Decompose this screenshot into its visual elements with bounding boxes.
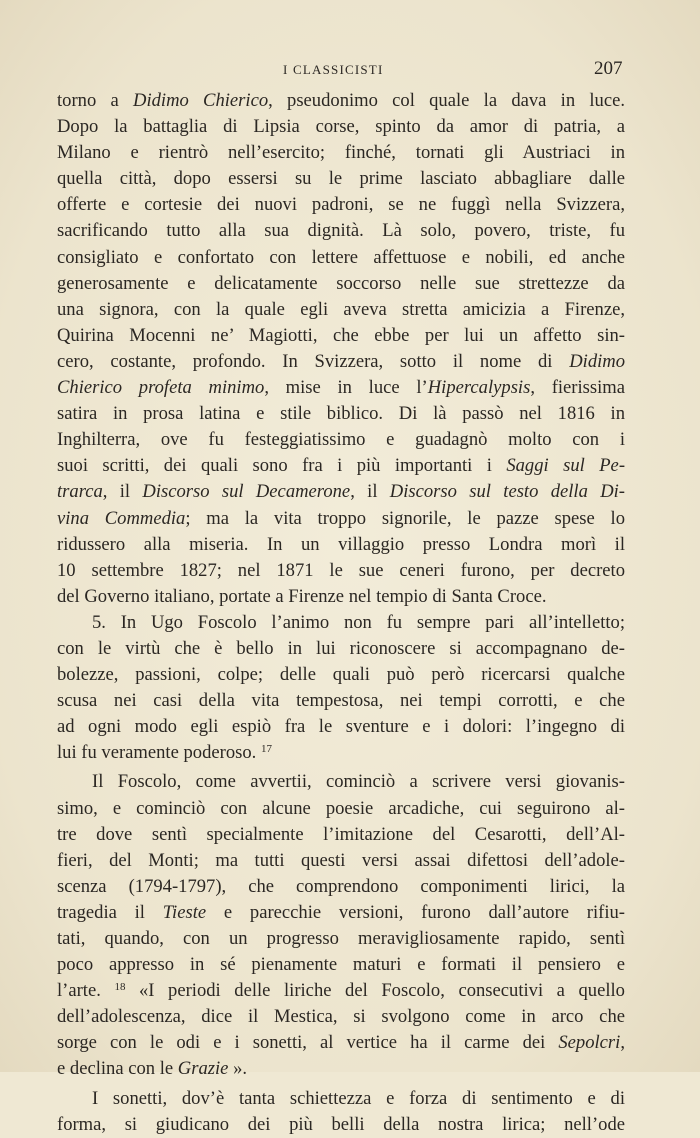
- text-run: dell’adolescenza, dice il Mestica, si svolgono come in arco che: [57, 1006, 625, 1028]
- italic-title: Discorso sul testo della Di-: [389, 481, 625, 503]
- text-run: tre dove sentì specialmente l’imitazione del Cesarotti, dell’Al-: [57, 823, 625, 845]
- italic-title: Tieste: [162, 901, 207, 923]
- text-line: [57, 1112, 625, 1138]
- text-line: [57, 952, 625, 978]
- text-run: sacrificando tutto alla sua dignità. Là solo, povero, triste, fu: [57, 220, 625, 242]
- text-run: Dopo la battaglia di Lipsia corse, spinto da amor di patria, a: [57, 116, 625, 138]
- text-run: forma, si giudicano dei più belli della nostra lirica; nell’ode: [57, 1113, 625, 1135]
- text-run: , il: [350, 481, 390, 503]
- text-run: ridussero alla miseria. In un villaggio presso Londra morì il: [57, 533, 625, 555]
- text-run: tragedia il: [57, 901, 163, 923]
- text-line: [57, 453, 625, 479]
- text-line: [57, 427, 625, 453]
- text-run: suoi scritti, dei quali sono fra i più importanti i: [57, 455, 507, 477]
- text-run: poco appresso in sé pienamente maturi e formati il pensiero e: [57, 954, 625, 976]
- text-line: [57, 926, 625, 952]
- text-run: offerte e cortesie dei nuovi padroni, se ne fuggì nella Svizzera,: [57, 194, 625, 216]
- text-line: [57, 140, 625, 166]
- text-line: [57, 740, 625, 766]
- text-line: [57, 662, 625, 688]
- text-run: , mise in luce l’: [264, 377, 428, 399]
- text-line: [57, 88, 625, 114]
- text-run: tati, quando, con un progresso meravigliosamente rapido, sentì: [57, 928, 625, 949]
- text-line: [57, 848, 625, 874]
- text-line: [57, 271, 625, 297]
- italic-title: Sepolcri: [558, 1032, 621, 1054]
- text-line: [57, 532, 625, 558]
- text-run: Milano e rientrò nell’esercito; finché, tornati gli Austriaci in: [57, 142, 625, 164]
- italic-title: Didimo Chierico: [133, 90, 269, 111]
- text-line: [57, 245, 625, 271]
- text-line: [57, 1030, 625, 1056]
- text-run: ,: [620, 1032, 625, 1054]
- italic-title: Grazie: [177, 1058, 229, 1080]
- text-run: sorge con le odi e i sonetti, al vertice ha il carme dei: [57, 1032, 559, 1054]
- text-line: [57, 688, 625, 714]
- text-line: [57, 900, 625, 926]
- text-line: [57, 822, 625, 848]
- text-run: scusa nei casi della vita tempestosa, nei tempi corrotti, e che: [57, 690, 625, 712]
- text-line: [57, 796, 625, 822]
- text-run: l’arte.: [57, 980, 115, 1002]
- italic-title: vina Commedia: [57, 507, 186, 529]
- italic-title: Discorso sul Decamerone: [142, 481, 351, 503]
- text-line: [57, 714, 625, 740]
- text-run: bolezze, passioni, colpe; delle quali può però ricercarsi qualche: [57, 664, 625, 686]
- footnote-ref: 17: [260, 743, 272, 756]
- text-run: consigliato e confortato con lettere affettuose e nobili, ed anche: [57, 246, 625, 268]
- text-run: 10 settembre 1827; nel 1871 le sue ceneri furono, per decreto: [57, 559, 625, 581]
- text-line: [57, 506, 625, 532]
- text-line: [57, 769, 625, 795]
- text-line: [57, 1056, 625, 1082]
- text-run: ; ma la vita troppo signorile, le pazze spese lo: [185, 507, 626, 529]
- text-line: [57, 323, 625, 349]
- text-run: «I periodi delle liriche del Foscolo, consecutivi a quello: [125, 980, 625, 1002]
- text-run: e declina con le: [57, 1058, 178, 1080]
- text-line: [57, 218, 625, 244]
- text-line: [57, 610, 625, 636]
- text-line: [57, 349, 625, 375]
- text-run: Quirina Mocenni ne’ Magiotti, che ebbe per lui un affetto sin-: [57, 324, 625, 346]
- text-line: [57, 584, 625, 610]
- text-line: [57, 1086, 625, 1112]
- page-number: 207: [594, 58, 623, 79]
- text-line: [57, 192, 625, 218]
- text-run: e parecchie versioni, furono dall’autore rifiu-: [206, 901, 625, 923]
- text-run: , pseudonimo col quale la dava in luce.: [268, 90, 626, 111]
- text-run: Il Foscolo, come avvertii, cominciò a scrivere versi giovanis-: [92, 771, 625, 793]
- text-line: [57, 874, 625, 900]
- text-run: torno a: [57, 90, 134, 111]
- text-line: [57, 1004, 625, 1030]
- text-run: Inghilterra, ove fu festeggiatissimo e guadagnò molto con i: [57, 429, 625, 451]
- text-run: del Governo italiano, portate a Firenze nel tempio di Santa Croce.: [57, 585, 547, 607]
- text-run: una signora, con la quale egli aveva stretta amicizia a Firenze,: [57, 298, 625, 320]
- text-run: lui fu veramente poderoso.: [57, 742, 261, 764]
- text-run: ad ogni modo egli espiò fra le sventure e i dolori: l’ingegno di: [57, 716, 625, 738]
- text-run: scenza (1794-1797), che comprendono componimenti lirici, la: [57, 875, 625, 897]
- text-run: simo, e cominciò con alcune poesie arcadiche, cui seguirono al-: [57, 797, 625, 819]
- text-run: I sonetti, dov’è tanta schiettezza e forza di sentimento e di: [92, 1087, 625, 1109]
- text-run: cero, costante, profondo. In Svizzera, sotto il nome di: [57, 350, 570, 372]
- text-line: [57, 401, 625, 427]
- italic-title: Chierico profeta minimo: [57, 377, 265, 399]
- italic-title: Hipercalypsis: [427, 377, 531, 399]
- text-run: quella città, dopo essersi su le prime lasciato abbagliare dalle: [57, 168, 625, 190]
- body-text: [57, 88, 625, 1138]
- text-line: [57, 166, 625, 192]
- text-run: generosamente e delicatamente soccorso nelle sue strettezze da: [57, 272, 625, 294]
- text-line: [57, 375, 625, 401]
- text-run: , fierissima: [530, 377, 626, 399]
- text-line: [57, 636, 625, 662]
- text-run: satira in prosa latina e stile biblico. Di là passò nel 1816 in: [57, 403, 625, 425]
- text-run: ».: [228, 1058, 248, 1080]
- footnote-ref: 18: [114, 981, 126, 994]
- text-line: [57, 558, 625, 584]
- italic-title: trarca: [57, 481, 103, 503]
- text-run: , il: [102, 481, 143, 503]
- text-line: [57, 114, 625, 140]
- text-line: [57, 297, 625, 323]
- text-run: con le virtù che è bello in lui riconoscere si accompagnano de-: [57, 637, 625, 659]
- text-run: 5. In Ugo Foscolo l’animo non fu sempre pari all’intelletto;: [92, 611, 625, 633]
- text-run: fieri, del Monti; ma tutti questi versi assai difettosi dell’adole-: [57, 849, 625, 871]
- italic-title: Didimo: [569, 350, 625, 372]
- text-line: [57, 978, 625, 1004]
- italic-title: Saggi sul Pe-: [506, 455, 626, 477]
- text-line: [57, 479, 625, 505]
- running-title: I CLASSICISTI: [283, 62, 384, 77]
